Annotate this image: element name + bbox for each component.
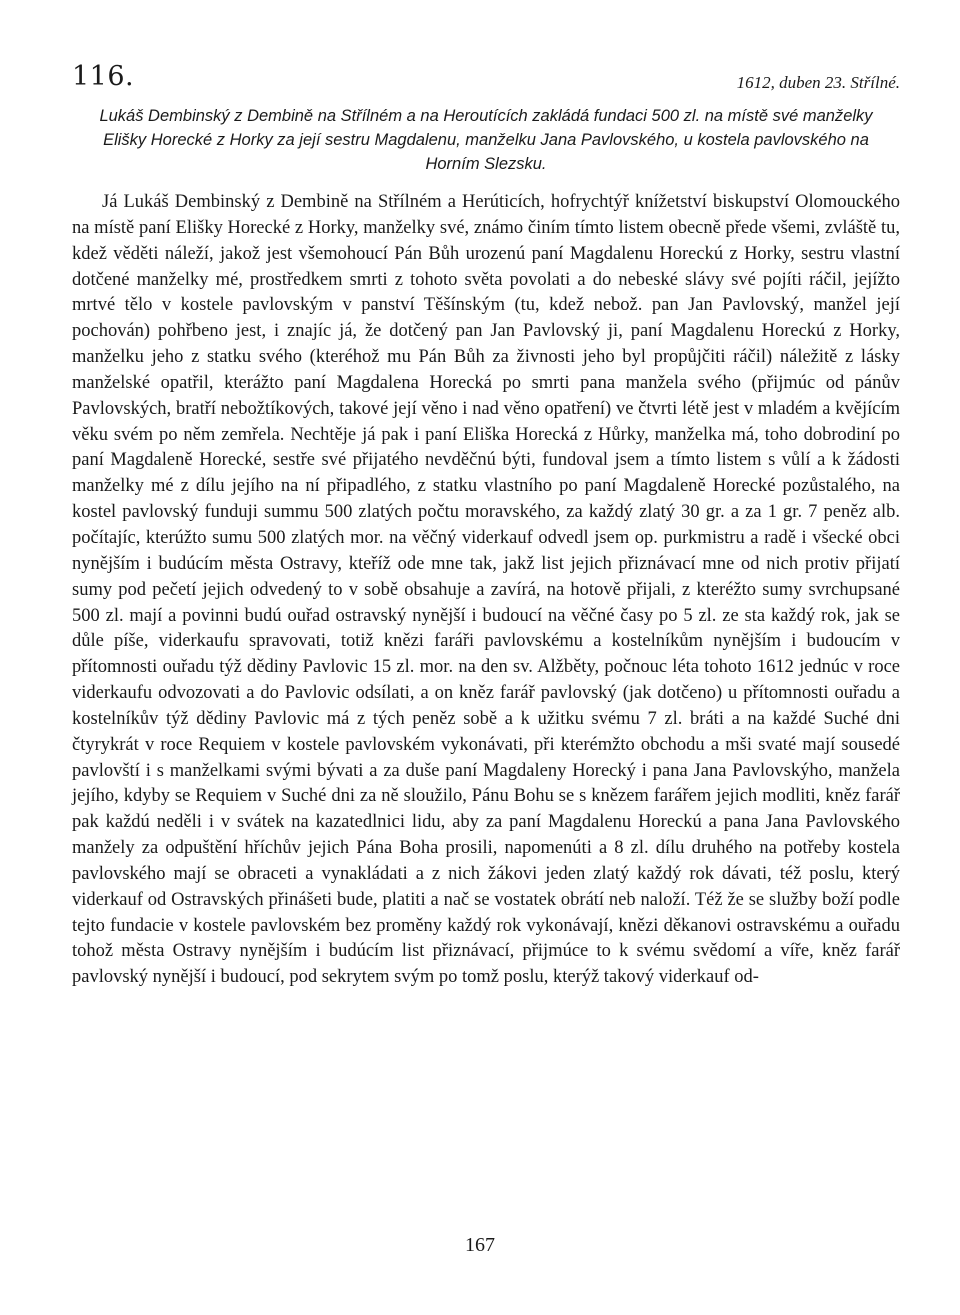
- date-place: 1612, duben 23. Střílné.: [736, 73, 900, 92]
- document-number: 116.: [72, 61, 135, 92]
- page-number: 167: [465, 1234, 495, 1256]
- charter-text: Já Lukáš Dembinský z Dembině na Střílném a Herúticích, hofrychtýř knížetství biskupství Olomouckého na místě paní Elišky Horecké z Horky, manželky své, známo činím tímto listem obecně přede všemi, zvláště tu, kdež věděti náleží, jakož jest všemohoucí Pán Bůh urozenú paní Magdalenu Horeckú z Horky, sestru vlastní dotčené manželky mé, prostředkem smrti z tohoto světa povolati a do nebeské slávy své pojíti ráčil, jejížto mrtvé tělo v kostele pavlovským v panství Těšínským (tu, kdež nebož. pan Jan Pavlovský, manžel její pochován) pohřbeno jest, i znajíc já, že dotčený pan Jan Pavlovský ji, paní Magdalenu Horeckú z Horky, manželku jeho z statku svého (kteréhož mu Pán Bůh za živnosti jeho byl propůjčiti ráčil) náležitě z lásky manželské opatřil, kterážto paní Magdalena Horecká po smrti pana manžela svého (přijmúc od pánův Pavlovských, bratří nebožtíkových, takové její věno i nad věno opatření) ve čtvrti létě jest v mladém a kvějícím věku svém po něm zemřela. Nechtěje já pak i paní Eliška Horecká z Hůrky, manželka má, toho dobrodiní po paní Magdaleně Horecké, sestře své přijatého nevděčnú býti, fundoval jsem a tímto listem s vůlí a k žádosti manželky mé z dílu jejího na ní připadlého, z statku vlastního po paní Magdaleně Horecké pozůstalého, na kostel pavlovský funduji summu 500 zlatých počtu moravského, za každý zlatý 30 gr. a za 1 gr. 7 peněz alb. počítajíc, kterúžto sumu 500 zlatých mor. na věčný viderkauf odvedl jsem op. purkmistru a radě i všecké obci nynějším i budúcím města Ostravy, kteříž ode mne tak, jakž list jejich přiznávací mne od nich protiv přijatí sumy pod pečetí jejich odvedený to v sobě obsahuje a zavírá, na hotově přijali, z kteréžto sumy svrchupsané 500 zl. mají a povinni budú ouřad ostravský nynější i budoucí na věčné časy po 5 zl. ze sta každý rok, jak se důle píše, viderkaufu spravovati, totiž knězi faráři pavlovskému a kostelníkům nynějším i budoucím v přítomnosti ouřadu týž dědiny Pavlovic 15 zl. mor. na den sv. Alžběty, počnouc léta tohoto 1612 jednúc v roce viderkaufu odvozovati a do Pavlovic odsílati, a on kněz farář pavlovský (jak dotčeno) u přítomnosti ouřadu a kostelníkův týž dědiny Pavlovic má z tých peněz sobě a k užitku svému 7 zl. bráti a na každé Suché dni čtyrykrát v roce Requiem v kostele pavlovském vykonávati, při kterémžto obchodu a mši svaté mají sousedé pavlovští i s manželkami svými bývati a za duše paní Magdaleny Horecký i pana Jana Pavlovskýho, manžela jejího, kdyby se Requiem v Suché dni za ně sloužilo, Pánu Bohu se s knězem farářem jejich modliti, kněz farář pak každú neděli i v svátek na kazatedlnici lidu, aby za paní Magdalenu Horeckú a pana Jana Pavlovského manžely za odpuštění hříchův jejich Pána Boha prosili, napomenúti a 8 zl. dílu druhého na potřeby kostela pavlovského mají se obraceti a vynakládati a z nich žákovi jeden zlatý každý rok dávati, též poslu, který viderkauf od Ostravských přinášeti bude, platiti a nač se vostatek obrátí neb naloží. Též že se služby boží podle tejto fundacie v kostele pavlovském bez proměny každý rok vykonávají, knězi děkanovi ostravskému a ouřadu tohož města Ostravy nynějším i budúcím list přiznávací, přijmúce to k svému svědomí a víře, kněz farář pavlovský nynější i budoucí, pod sekrytem svým po tomž poslu, kterýž takový viderkauf od-: [72, 192, 900, 988]
- regest-summary: Lukáš Dembinský z Dembině na Střílném a na Heroutících zakládá fundaci 500 zl. na místě své manželky Elišky Horecké z Horky za její sestru Magdalenu, manželku Jana Pavlovského, u kostela pavlovského na Horním Slezsku.: [99, 107, 873, 173]
- document-header: [72, 60, 900, 104]
- document-page: [72, 60, 900, 991]
